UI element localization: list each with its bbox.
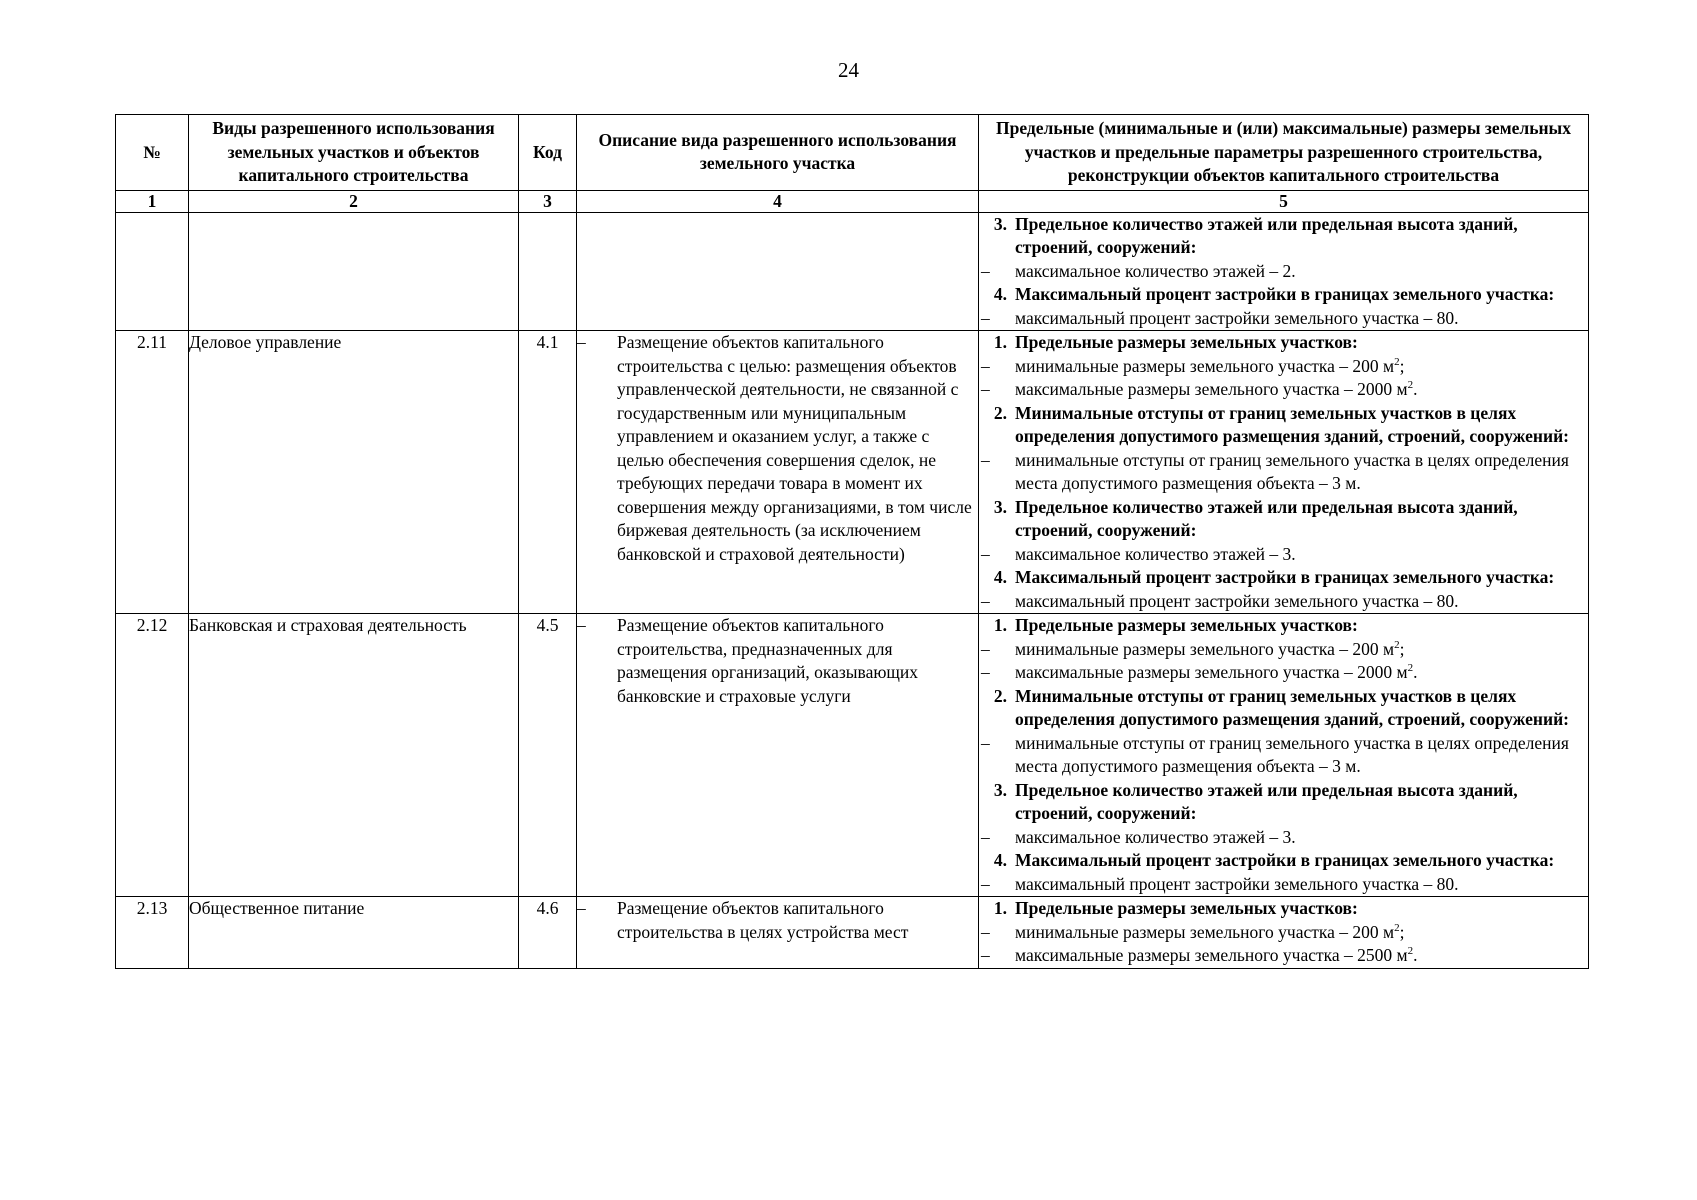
param-number: 3. bbox=[993, 213, 1007, 234]
dash-marker: – bbox=[981, 449, 990, 470]
param-text-suffix: . bbox=[1413, 379, 1418, 399]
row-number: 2.13 bbox=[116, 897, 189, 969]
param-text-main: максимальные размеры земельного участка – 2000 м bbox=[1015, 379, 1408, 399]
column-number: 4 bbox=[577, 190, 979, 212]
params-cell bbox=[979, 331, 1589, 614]
page-number: 24 bbox=[838, 58, 859, 82]
table-row bbox=[116, 614, 1589, 897]
param-text-main: максимальный процент застройки земельного участка – 80. bbox=[1015, 873, 1459, 894]
param-item bbox=[979, 732, 1588, 779]
description-text: Размещение объектов капитального строительства с целью: размещения объектов управленческой деятельности, не связанной с государственным или муниципальным управлением и оказанием услуг, а также с целью обеспечения совершения сделок, не требующих передачи товара в момент их совершения между организациями, в том числе биржевая деятельность (за исключением банковской и страховой деятельности) bbox=[617, 332, 972, 564]
use-type: Банковская и страховая деятельность bbox=[189, 614, 519, 897]
param-text bbox=[1015, 566, 1588, 590]
column-number-row bbox=[116, 190, 1589, 212]
param-text bbox=[1015, 732, 1588, 779]
param-text-main: Предельные размеры земельных участков: bbox=[1015, 898, 1358, 918]
param-text bbox=[1015, 402, 1588, 449]
param-text bbox=[1015, 873, 1588, 897]
superscript: 2 bbox=[1407, 945, 1414, 958]
use-description bbox=[577, 897, 979, 969]
header-type: Виды разрешенного использования земельных участков и объектов капитального строительства bbox=[189, 115, 519, 191]
description-text: Размещение объектов капитального строительства, предназначенных для размещения организаций, оказывающих банковские и страховые услуги bbox=[617, 615, 919, 706]
superscript: 2 bbox=[1394, 355, 1400, 368]
params-cell bbox=[979, 614, 1589, 897]
dash-marker: – bbox=[981, 379, 990, 399]
param-text-main: минимальные размеры земельного участка – 200 м bbox=[1015, 638, 1395, 659]
param-item bbox=[979, 661, 1588, 685]
header-params: Предельные (минимальные и (или) максимальные) размеры земельных участков и предельные параметры разрешенного строительства, реконструкции объектов капитального строительства bbox=[979, 115, 1589, 191]
param-text-main: Минимальные отступы от границ земельных участков в целях определения допустимого размещения зданий, строений, сооружений: bbox=[1015, 685, 1569, 729]
row-number: 2.11 bbox=[116, 331, 189, 614]
param-text bbox=[1015, 921, 1588, 945]
param-text bbox=[1015, 355, 1588, 379]
param-item bbox=[979, 260, 1588, 284]
param-item bbox=[979, 307, 1588, 331]
continuation-code-cell bbox=[519, 212, 577, 331]
param-text bbox=[1015, 661, 1588, 685]
param-number: 1. bbox=[993, 332, 1007, 352]
param-text bbox=[1015, 543, 1588, 567]
param-heading bbox=[979, 614, 1588, 638]
header-desc: Описание вида разрешенного использования земельного участка bbox=[577, 115, 979, 191]
use-description bbox=[577, 614, 979, 897]
use-code: 4.6 bbox=[519, 897, 577, 969]
param-text-suffix: ; bbox=[1399, 355, 1405, 376]
param-text-main: максимальное количество этажей – 3. bbox=[1015, 543, 1296, 564]
param-text-suffix: ; bbox=[1399, 921, 1405, 942]
column-number: 1 bbox=[116, 190, 189, 212]
use-code: 4.1 bbox=[519, 331, 577, 614]
dash-marker: – bbox=[981, 921, 990, 942]
param-heading bbox=[979, 213, 1588, 260]
header-row bbox=[116, 115, 1589, 191]
param-heading bbox=[979, 685, 1588, 732]
param-text bbox=[1015, 260, 1588, 284]
param-item bbox=[979, 355, 1588, 379]
param-text bbox=[1015, 897, 1588, 921]
param-text-main: минимальные размеры земельного участка – 200 м bbox=[1015, 921, 1395, 942]
table-row bbox=[116, 897, 1589, 969]
param-item bbox=[979, 543, 1588, 567]
continuation-num-cell bbox=[116, 212, 189, 331]
param-item bbox=[979, 873, 1588, 897]
param-number: 3. bbox=[993, 496, 1007, 517]
param-text bbox=[1015, 614, 1588, 638]
param-item bbox=[979, 944, 1588, 968]
param-text-main: Предельное количество этажей или предельная высота зданий, строений, сооружений: bbox=[1015, 779, 1518, 823]
dash-marker: – bbox=[981, 590, 990, 611]
dash-marker: – bbox=[981, 945, 990, 965]
param-text bbox=[1015, 638, 1588, 662]
param-text-suffix: . bbox=[1413, 945, 1418, 965]
continuation-type-cell bbox=[189, 212, 519, 331]
column-number: 3 bbox=[519, 190, 577, 212]
use-description bbox=[577, 331, 979, 614]
superscript: 2 bbox=[1394, 638, 1400, 651]
param-text-main: минимальные размеры земельного участка – 200 м bbox=[1015, 355, 1395, 376]
param-text-main: Максимальный процент застройки в границах земельного участка: bbox=[1015, 850, 1555, 870]
param-text-main: Максимальный процент застройки в границах земельного участка: bbox=[1015, 567, 1555, 587]
continuation-desc-cell bbox=[577, 212, 979, 331]
param-heading bbox=[979, 849, 1588, 873]
param-text bbox=[1015, 307, 1588, 331]
param-number: 3. bbox=[993, 779, 1007, 800]
dash-marker: – bbox=[981, 638, 990, 659]
param-text bbox=[1015, 849, 1588, 873]
param-text-main: максимальные размеры земельного участка – 2500 м bbox=[1015, 945, 1408, 965]
param-text bbox=[1015, 826, 1588, 850]
param-text-main: Предельное количество этажей или предельная высота зданий, строений, сооружений: bbox=[1015, 496, 1518, 540]
param-heading bbox=[979, 331, 1588, 355]
param-item bbox=[979, 378, 1588, 402]
dash-marker: – bbox=[577, 615, 586, 635]
param-text bbox=[1015, 449, 1588, 496]
dash-marker: – bbox=[981, 260, 990, 281]
param-text-main: максимальное количество этажей – 3. bbox=[1015, 826, 1296, 847]
column-number: 5 bbox=[979, 190, 1589, 212]
param-text-main: Предельное количество этажей или предельная высота зданий, строений, сооружений: bbox=[1015, 213, 1518, 257]
param-item bbox=[979, 921, 1588, 945]
param-text bbox=[1015, 213, 1588, 260]
use-type: Общественное питание bbox=[189, 897, 519, 969]
param-heading bbox=[979, 779, 1588, 826]
param-text-suffix: . bbox=[1413, 662, 1418, 682]
param-text-main: максимальные размеры земельного участка – 2000 м bbox=[1015, 662, 1408, 682]
dash-marker: – bbox=[981, 662, 990, 682]
param-item bbox=[979, 826, 1588, 850]
use-type: Деловое управление bbox=[189, 331, 519, 614]
param-text-main: Предельные размеры земельных участков: bbox=[1015, 332, 1358, 352]
param-text bbox=[1015, 590, 1588, 614]
dash-marker: – bbox=[981, 826, 990, 847]
row-number: 2.12 bbox=[116, 614, 189, 897]
header-num: № bbox=[116, 115, 189, 191]
param-text bbox=[1015, 331, 1588, 355]
param-heading bbox=[979, 283, 1588, 307]
param-heading bbox=[979, 897, 1588, 921]
superscript: 2 bbox=[1394, 921, 1400, 934]
param-text-main: минимальные отступы от границ земельного участка в целях определения места допустимого размещения объекта – 3 м. bbox=[1015, 449, 1569, 493]
param-number: 1. bbox=[993, 898, 1007, 918]
param-number: 4. bbox=[993, 284, 1007, 304]
param-text-main: максимальный процент застройки земельного участка – 80. bbox=[1015, 307, 1459, 328]
param-heading bbox=[979, 496, 1588, 543]
dash-marker: – bbox=[577, 332, 586, 352]
param-item bbox=[979, 449, 1588, 496]
param-number: 2. bbox=[993, 685, 1007, 706]
dash-marker: – bbox=[981, 873, 990, 894]
param-text-main: минимальные отступы от границ земельного участка в целях определения места допустимого размещения объекта – 3 м. bbox=[1015, 732, 1569, 776]
dash-marker: – bbox=[981, 307, 990, 328]
param-number: 2. bbox=[993, 402, 1007, 423]
param-text-main: Минимальные отступы от границ земельных участков в целях определения допустимого размещения зданий, строений, сооружений: bbox=[1015, 402, 1569, 446]
param-item bbox=[979, 638, 1588, 662]
dash-marker: – bbox=[981, 543, 990, 564]
param-number: 4. bbox=[993, 850, 1007, 870]
param-heading bbox=[979, 566, 1588, 590]
table-row bbox=[116, 331, 1589, 614]
param-text bbox=[1015, 685, 1588, 732]
param-text bbox=[1015, 944, 1588, 968]
param-text-main: максимальный процент застройки земельного участка – 80. bbox=[1015, 590, 1459, 611]
param-text-main: Максимальный процент застройки в границах земельного участка: bbox=[1015, 284, 1555, 304]
param-item bbox=[979, 590, 1588, 614]
header-code: Код bbox=[519, 115, 577, 191]
param-text bbox=[1015, 496, 1588, 543]
param-text-main: Предельные размеры земельных участков: bbox=[1015, 615, 1358, 635]
dash-marker: – bbox=[981, 732, 990, 753]
param-text bbox=[1015, 283, 1588, 307]
param-number: 1. bbox=[993, 615, 1007, 635]
superscript: 2 bbox=[1407, 662, 1414, 675]
superscript: 2 bbox=[1407, 379, 1414, 392]
param-text-suffix: ; bbox=[1399, 638, 1405, 659]
land-use-table bbox=[115, 114, 1589, 969]
dash-marker: – bbox=[577, 898, 586, 918]
description-text: Размещение объектов капитального строительства в целях устройства мест bbox=[617, 898, 909, 942]
param-number: 4. bbox=[993, 567, 1007, 587]
params-cell bbox=[979, 212, 1589, 331]
use-code: 4.5 bbox=[519, 614, 577, 897]
column-number: 2 bbox=[189, 190, 519, 212]
params-cell bbox=[979, 897, 1589, 969]
param-text bbox=[1015, 779, 1588, 826]
param-text-main: максимальное количество этажей – 2. bbox=[1015, 260, 1296, 281]
continuation-row bbox=[116, 212, 1589, 331]
dash-marker: – bbox=[981, 355, 990, 376]
param-heading bbox=[979, 402, 1588, 449]
param-text bbox=[1015, 378, 1588, 402]
table-body bbox=[116, 212, 1589, 968]
